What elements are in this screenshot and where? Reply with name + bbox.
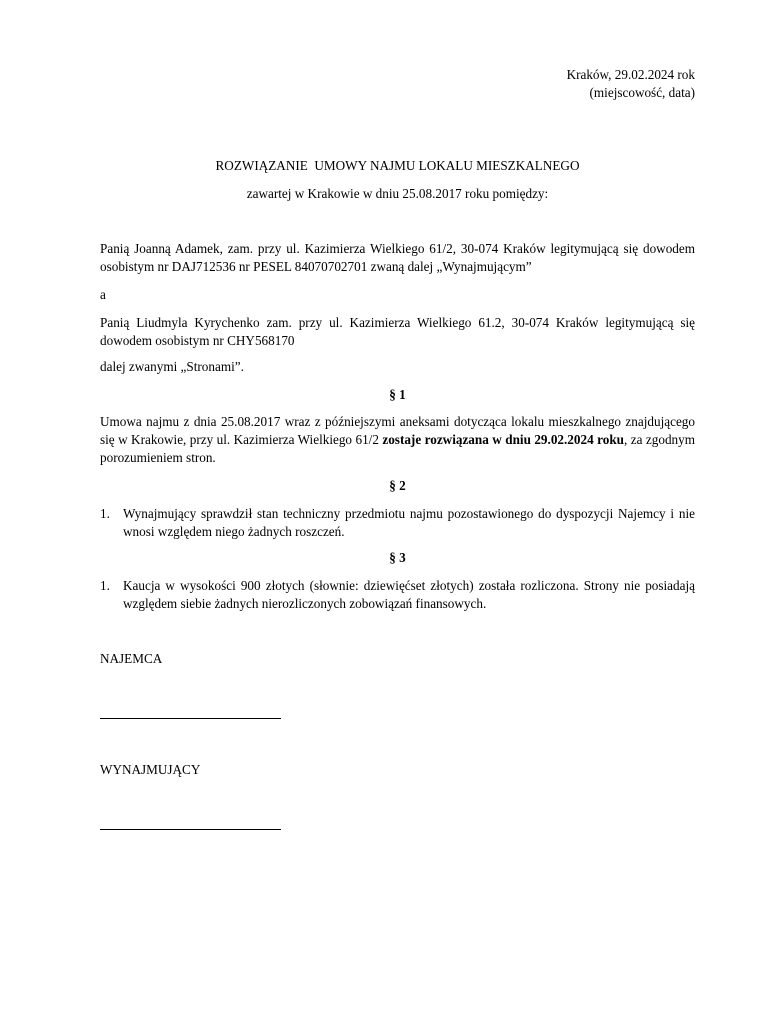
section-3-heading: § 3 (389, 550, 406, 565)
conjunction-text: a (100, 287, 106, 302)
tenant-signature-line (100, 718, 281, 719)
document-page (100, 0, 695, 1024)
list-item-text: Kaucja w wysokości 900 złotych (słownie: dziewięćset złotych) została rozliczona. Strony nie posiadają względem siebie żadnych nierozliczonych zobowiązań finansowych. (123, 578, 695, 611)
section-1-text: Umowa najmu z dnia 25.08.2017 wraz z późniejszymi aneksami dotycząca lokalu mieszkalnego znajdującego się w Krakowie, przy ul. Kazimierza Wielkiego 61/2 (100, 414, 695, 447)
list-item-text: Wynajmujący sprawdził stan techniczny przedmiotu najmu pozostawionego do dyspozycji Najemcy i nie wnosi względem niego żadnych roszczeń. (123, 506, 695, 539)
section-1-paragraph (100, 413, 695, 467)
tenant-signature-label: NAJEMCA (100, 651, 163, 666)
tenant-paragraph: Panią Liudmyla Kyrychenko zam. przy ul. Kazimierza Wielkiego 61.2, 30-074 Kraków legitymującą się dowodem osobistym nr CHY568170 (100, 315, 695, 348)
list-item-number: 1. (100, 506, 110, 521)
section-1-heading: § 1 (389, 387, 406, 402)
termination-date-statement: zostaje rozwiązana w dniu 29.02.2024 roku (382, 432, 625, 447)
section-3-list-item (100, 577, 695, 613)
place-date-caption: (miejscowość, data) (589, 85, 695, 100)
list-item-number: 1. (100, 578, 110, 593)
section-2-list-item (100, 505, 695, 541)
landlord-paragraph: Panią Joanną Adamek, zam. przy ul. Kazimierza Wielkiego 61/2, 30-074 Kraków legitymującą się dowodem osobistym nr DAJ712536 nr PESEL 84070702701 zwaną dalej „Wynajmującym” (100, 241, 695, 274)
section-1-text-end: , za zgodnym porozumieniem stron. (100, 432, 695, 465)
parties-collective: dalej zwanymi „Stronami”. (100, 359, 244, 374)
place-date-block (100, 66, 695, 102)
place-date: Kraków, 29.02.2024 rok (566, 67, 695, 82)
section-2-heading: § 2 (389, 478, 406, 493)
document-subtitle: zawartej w Krakowie w dniu 25.08.2017 roku pomiędzy: (246, 186, 549, 201)
document-title: ROZWIĄZANIE UMOWY NAJMU LOKALU MIESZKALNEGO (215, 158, 580, 173)
landlord-signature-label: WYNAJMUJĄCY (100, 762, 201, 777)
landlord-signature-line (100, 829, 281, 830)
